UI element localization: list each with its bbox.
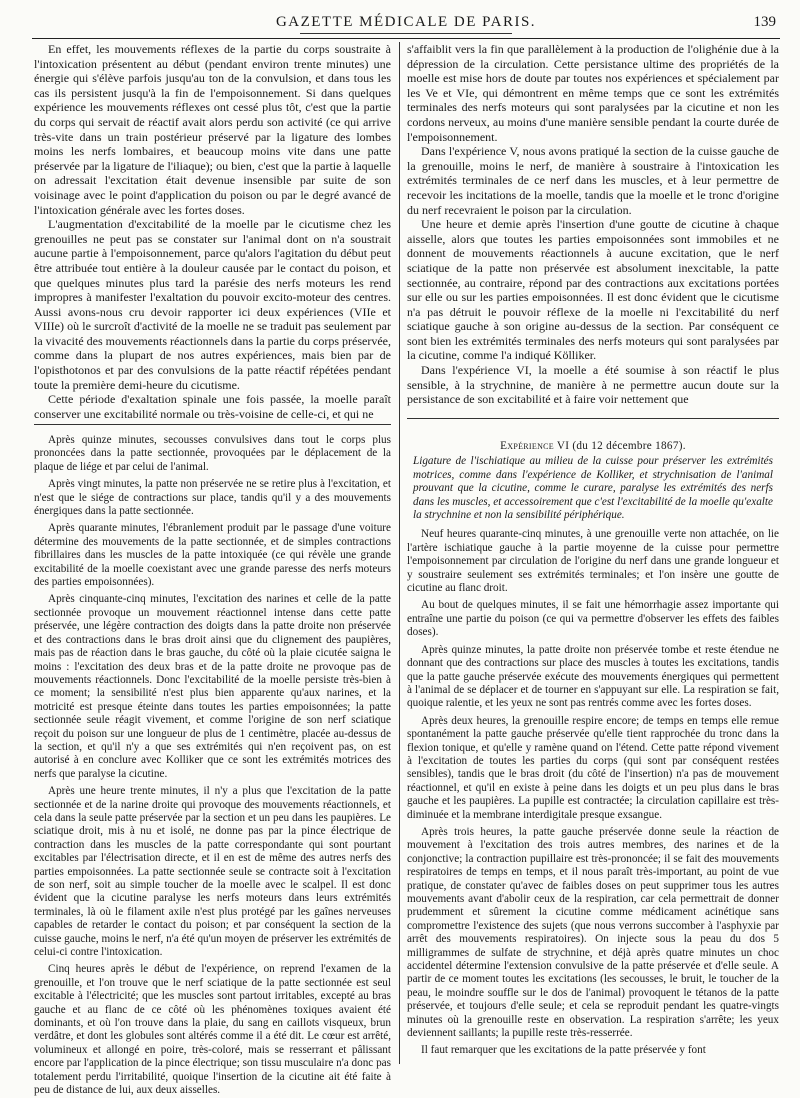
right-column-bottom: [407, 440, 779, 1066]
paragraph: Cinq heures après le début de l'expérience, on reprend l'examen de la grenouille, et l'on trouve que le nerf sciatique de la patte sectionnée est seul excitable à l'électricité; que les muscles sont partout irritables, excepté au bras gauche et au flanc de ce côté où les phénomènes toxiques avaient été dominants, et où l'on trouve dans la plaie, du sang en caillots visqueux, brun verdâtre, et dont les globules sont altérés comme il a été dit. Le cœur est arrêté, volumineux et allongé en poire, très-coloré, mais se resserrant et pâlissant encore par l'application de la pince électrique; son tissu musculaire n'a donc pas totalement perdu l'irritabilité, quoique l'insertion de la cicutine ait été faite à peu de distance de lui, aux deux aisselles.: [34, 963, 391, 1097]
paragraph: Au bout de quelques minutes, il se fait une hémorrhagie assez importante qui entraîne une partie du poison (ce qui va permettre d'observer les effets des faibles doses).: [407, 599, 779, 639]
paragraph: Après quinze minutes, la patte droite non préservée tombe et reste étendue ne donnant que des contractions sur place des muscles à toutes les excitations, tandis que la patte gauche préservée exécute des mouvements énergiques qui permettent à l'animal de se déplacer et de tourner en s'appuyant sur elle. La respiration se fait, quoique ralentie, et les yeux ne sont pas rentrés comme avec les fortes doses.: [407, 643, 779, 710]
paragraph: Une heure et demie après l'insertion d'une goutte de cicutine à chaque aisselle, alors que toutes les parties empoisonnées sont immobiles et ne donnent de mouvements réactionnels à aucune excitation, que le nerf sciatique de la patte non préservée est absolument inexcitable, la patte sectionnée, au contraire, répond par des contractions aux excitations portées sur elle ou sur les parties empoisonnées. Il est donc évident que le cicutisme n'a pas détruit le pouvoir réflexe de la moelle ni l'excitabilité du nerf sciatique gauche à son origine au-dessus de la section. Par conséquent ce sont bien les extrémités terminales des nerfs moteurs qui sont paralysées par la cicutine, comme l'a indiqué Kölliker.: [407, 217, 779, 363]
journal-title: GAZETTE MÉDICALE DE PARIS.: [32, 14, 780, 31]
paragraph: En effet, les mouvements réflexes de la partie du corps soustraite à l'intoxication présentent au début (pendant environ trente minutes) une énergie qui s'élève parfois jusqu'au ton de la convulsion, et dans tous les cas ils persistent jusqu'à la fin de l'empoisonnement. Si dans quelques expérience les mouvements réflexes ont cessé plus tôt, c'est que la partie du corps qui servait de réactif avait alors perdu son activité (ce qui arrive très-vite dans un train postérieur préservé par la ligature des lombes moins les nerfs lombaires, et beaucoup moins vite dans une patte préservée par la ligature de l'iliaque); ou bien, c'est que la partie à laquelle on adressait l'excitation était devenue insensible par suite de son voisinage avec le point d'application du poison ou par le degré avancé de l'intoxication générale avec les fortes doses.: [34, 42, 391, 217]
section-divider-left: [34, 424, 391, 425]
paragraph: Dans l'expérience VI, la moelle a été soumise à son réactif le plus sensible, à la strychnine, de manière à ne permettre aucun doute sur la persistance de son excitabilité et à faire voir nettement que: [407, 363, 779, 407]
paragraph: Après une heure trente minutes, il n'y a plus que l'excitation de la patte sectionnée et de la narine droite qui provoque des mouvements réactionnels, et cela dans la seule patte préservée par la section et un peu dans les paupières. Le sciatique droit, mis à nu et isolé, ne donne pas par la pince électrique de contraction dans les muscles de la patte correspondante qui sont pourtant excitables par l'électrisation directe, et il en est de même des autres nerfs des parties empoisonnées. La patte sectionnée seule se contracte soit à l'excitation de son nerf, soit au simple toucher de la moelle avec le scalpel. Il est donc évident que la cicutine paralyse les nerfs moteurs dans leurs extrémités terminales, là où le filament axile n'est plus protégé par les gaînes nerveuses capables de retarder le contact du poison; et par conséquent la section de la cuisse gauche, moins le nerf, n'a été qu'un moyen de préserver les extrémités de celui-ci contre l'intoxication.: [34, 785, 391, 959]
paragraph: Après vingt minutes, la patte non préservée ne se retire plus à l'excitation, et n'est que le siége de contractions sur place, tandis qu'il y a des mouvements énergiques dans la patte sectionnée.: [34, 478, 391, 518]
paragraph: Après deux heures, la grenouille respire encore; de temps en temps elle remue spontanément la patte gauche préservée qu'elle tient rapprochée du tronc dans la flexion tonique, et qu'elle y ramène quand on l'étend. Cette patte répond vivement à l'excitation de toutes les parties du corps (qui sont par conséquent restées sensibles), tandis que le bras droit (du côté de l'insertion) n'a pas de mouvement réactionnel, et qu'il en existe à peine dans les doigts et un peu plus dans le bras gauche et les paupières. La pupille est contractée; la circulation capillaire est très-diminuée et la membrane interdigitale presque exsangue.: [407, 714, 779, 821]
paragraph: Dans l'expérience V, nous avons pratiqué la section de la cuisse gauche de la grenouille, moins le nerf, de manière à soustraire à l'intoxication les extrémités terminales de ce nerf dans les muscles, et à leur permettre de recevoir les incitations de la moelle, tandis que la moelle et le tronc d'origine du nerf recevraient le poison par la circulation.: [407, 144, 779, 217]
paragraph: Il faut remarquer que les excitations de la patte préservée y font: [421, 1044, 706, 1057]
paragraph: Après quinze minutes, secousses convulsives dans tout le corps plus prononcées dans la patte sectionnée, provoquées par le déplacement de la plaque de liége et par celui de l'animal.: [34, 434, 391, 473]
paragraph: Après quarante minutes, l'ébranlement produit par le passage d'une voiture détermine des mouvements de la patte sectionnée, et de simples contractions fibrillaires dans les muscles de la patte intoxiquée (ce qui révèle une grande excitabilité de la moelle coexistant avec une grande paresse des nerfs moteurs des parties empoisonnées).: [34, 522, 391, 589]
paragraph: L'augmentation d'excitabilité de la moelle par le cicutisme chez les grenouilles ne peut pas se constater sur l'animal dont on n'a soustrait aucune partie à l'empoisonnement, parce qu'alors l'agitation du début peut être attribuée tout entière à la douleur causée par le contact du poison, et que quelques minutes plus tard la parésie des nerfs moteurs les rend impropres à manifester l'exaltation du pouvoir excito-moteur des centres. Aussi avons-nous cru devoir rapporter ici deux expériences (VIIe et VIIIe) où le surcroît d'activité de la moelle ne se traduit pas seulement par la vivacité des mouvements réactionnels dans la partie du corps préservée, comme dans la plupart de nos autres expériences, mais bien par de l'opisthotonos et par des convulsions de la patte réactif répétées pendant toute la première demi-heure du cicutisme.: [34, 217, 391, 392]
section-divider-right: [407, 418, 779, 419]
experience-date: (du 12 décembre 1867).: [569, 440, 686, 452]
paragraph: s'affaiblit vers la fin que parallèlement à la production de l'olighénie due à la dépression de la circulation. Cette persistance ultime des propriétés de la moelle est mise hors de doute par toutes nos expériences et spécialement par les Ve et VIe, qui démontrent en même temps que ce sont les extrémités terminales des nerfs moteurs qui sont paralysées par la cicutine et non les cordons nerveux, au moins d'une manière sensible pendant la courte durée de l'empoisonnement.: [407, 42, 779, 144]
experience-heading: [407, 440, 779, 453]
left-column-bottom: [34, 434, 391, 1097]
paragraph: Après cinquante-cinq minutes, l'excitation des narines et celle de la patte sectionnée provoque un mouvement réactionnel intense dans cette patte préservée, une légère contraction des doigts dans la patte droite non préservée et des contractions dans le bras droit ainsi que du clignement des paupières, mais pas de réaction dans le bras gauche, du côté où la plaie cicutée saigna le moins : l'excitation des deux bras et de la patte droite ne provoque pas de mouvements réactionnels. Donc l'excitabilité de la moelle persiste très-bien à ce moment; la sensibilité n'est plus bien apparente qu'aux narines, et la motricité est presque éteinte dans toutes les parties empoisonnées; la patte sectionnée seule réagit vivement, et comme l'origine de son nerf sciatique reçoit du poison sur une longueur de plus de 1 centimètre, placée au-dessus de la section, et qu'il n'y a que ses extrémités qui n'en reçoivent pas, on est autorisé à en conclure avec Kolliker que ce sont les extrémités motrices des nerfs que paralyse la cicutine.: [34, 593, 391, 780]
left-column-top: [34, 42, 391, 420]
paragraph: Cette période d'exaltation spinale une fois passée, la moelle paraît conserver une excitabilité normale ou très-voisine de celle-ci, et qui ne: [34, 392, 391, 421]
experience-label: Expérience VI: [500, 440, 570, 452]
paragraph: Neuf heures quarante-cinq minutes, à une grenouille verte non attachée, on lie l'artère ischiatique gauche à la partie moyenne de la cuisse pour permettre l'empoisonnement par circulation de l'origine du nerf dans une grande longueur et y soustraire seulement ses extrémités terminales; et l'on insère une goutte de cicutine au flanc droit.: [407, 528, 779, 595]
paragraph: Après trois heures, la patte gauche préservée donne seule la réaction de mouvement à l'excitation des trois autres membres, des narines et de la conjonctive; la contraction pupillaire est très-prononcée; il se fait des mouvements respiratoires de temps en temps, et il nous paraît très-important, au point de vue pratique, de constater qu'avec de faibles doses on peut supprimer tous les autres mouvements avant d'abolir ceux de la respiration, car cela permettrait de donner prudemment et sûrement la cicutine comme médicament acinétique sans compromettre l'existence des sujets (que nous verrons succomber à l'asphyxie par arrêt des mouvements respiratoires). On injecte sous la peau du dos 5 milligrammes de sulfate de strychnine, et déjà après quatre minutes un choc accidentel détermine l'extension convulsive de la patte préservée et d'elle seule. A partir de ce moment toutes les excitations (les secousses, le bruit, le toucher de la peau, le moindre souffle sur le dos de l'animal) provoquent le tétanos de la patte préservée, et toujours d'elle seule; et cela se reproduit pendant les quatre-vingts minutes où la grenouille reste en observation. La respiration s'arrête; les yeux deviennent saillants; la pupille reste très-resserrée.: [407, 825, 779, 1040]
column-divider: [399, 42, 400, 1064]
page-number: 139: [753, 14, 776, 30]
experience-summary: Ligature de l'ischiatique au milieu de la cuisse pour préserver les extrémités motrices, comme dans l'expérience de Kolliker, et strychnisation de l'animal prouvant que la cicutine, comme le curare, paralyse les extrémités des nerfs dans les muscles, et accessoirement que c'est l'excitabilité de la moelle qu'exalte la strychnine et non la sensibilité périphérique.: [413, 455, 773, 522]
right-column-top: [407, 42, 779, 412]
page-header: [32, 8, 780, 39]
